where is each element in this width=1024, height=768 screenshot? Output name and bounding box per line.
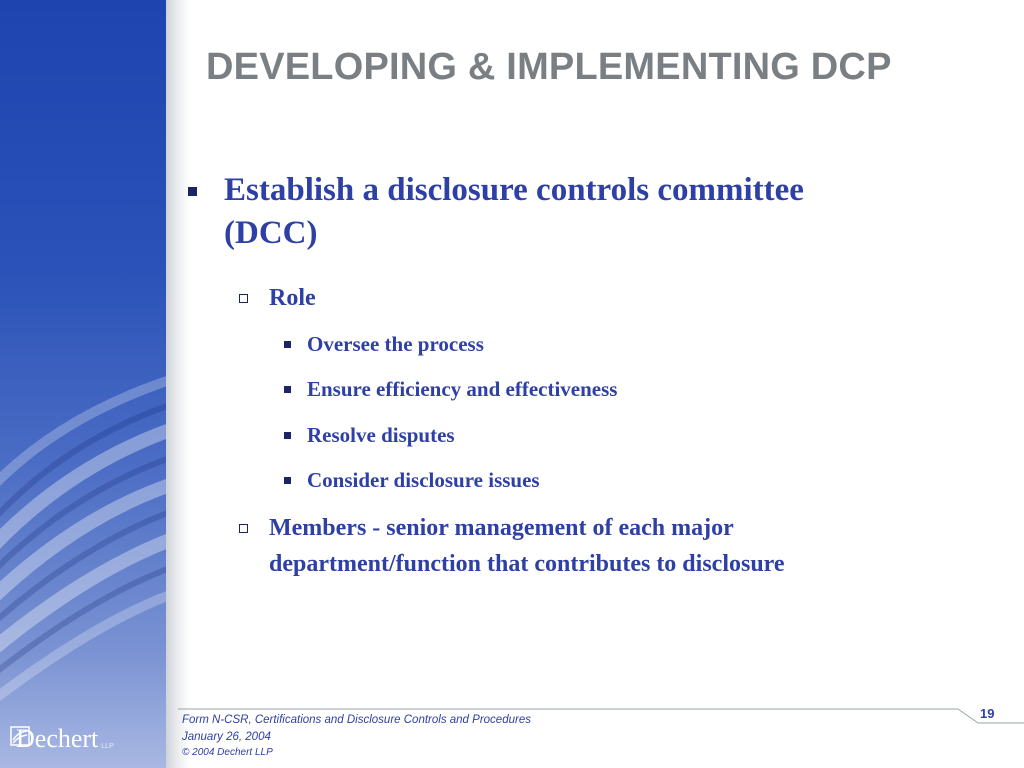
main-bullet-line-1: Establish a disclosure controls committee: [224, 172, 804, 208]
bullet-square-icon: [284, 432, 291, 439]
role-item: Ensure efficiency and effectiveness: [307, 377, 618, 401]
footer-date: January 26, 2004: [182, 731, 271, 743]
members-line-1: Members - senior management of each major: [269, 515, 734, 541]
dechert-logo: [10, 726, 114, 752]
role-item: Resolve disputes: [307, 423, 455, 447]
main-bullet: [224, 169, 944, 255]
bullet-box-icon: [239, 294, 248, 303]
members-line-2: department/function that contributes to disclosure: [269, 551, 785, 577]
role-item: Consider disclosure issues: [307, 468, 540, 492]
logo-suffix: LLP: [101, 743, 114, 750]
sidebar-shadow: [166, 0, 190, 768]
bullet-square-icon: [284, 341, 291, 348]
role-item: Oversee the process: [307, 332, 484, 356]
bullet-box-icon: [239, 524, 248, 533]
logo-name: Dechert: [16, 724, 99, 753]
bullet-square-icon: [284, 386, 291, 393]
bullet-square-icon: [284, 477, 291, 484]
slide-title: DEVELOPING & IMPLEMENTING DCP: [206, 46, 892, 88]
page-number: 19: [980, 706, 995, 721]
bullet-square-icon: [188, 187, 197, 196]
dechert-logo-icon: [10, 726, 30, 746]
sidebar-decoration: [0, 0, 166, 768]
role-label: Role: [269, 285, 316, 311]
sub-bullet-role: [269, 280, 316, 316]
sub-bullet-members: [269, 510, 785, 582]
footer-title: Form N-CSR, Certifications and Disclosure Controls and Procedures: [182, 714, 531, 726]
sidebar-wave-graphic: [0, 0, 166, 768]
footer-copyright: © 2004 Dechert LLP: [182, 747, 273, 758]
main-bullet-line-2: (DCC): [224, 215, 318, 251]
